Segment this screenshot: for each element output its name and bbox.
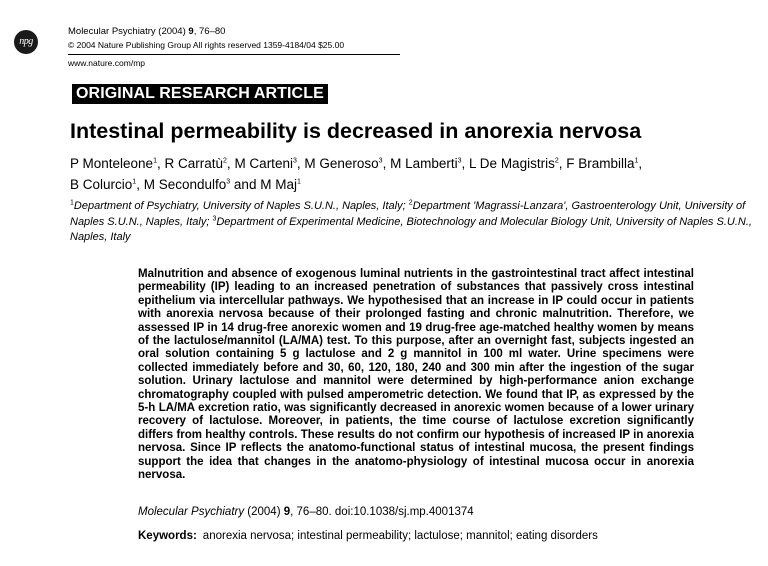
keywords (138, 529, 598, 543)
journal-name: Molecular Psychiatry (2004) (68, 26, 186, 37)
author: M Generoso$^3$ (304, 156, 383, 171)
article-title: Intestinal permeability is decreased in anorexia nervosa (70, 119, 642, 143)
author-list: P Monteleone$^1$, R Carratù$^2$, M Carteni$^3$, M Generoso$^3$, M Lamberti$^3$, L De Magistris$^2$, F Brambilla$^1$, B Colurcio$^1$, M Secondulfo$^3$ and M Maj$^1$ (70, 156, 643, 192)
author: M Maj$^1$ (260, 177, 301, 192)
citation-journal: Molecular Psychiatry (138, 506, 245, 518)
keywords-text: anorexia nervosa; intestinal permeability; lactulose; mannitol; eating disorders (202, 530, 598, 542)
citation-doi[interactable]: , 76–80. doi:10.1038/sj.mp.4001374 (290, 506, 474, 518)
affiliation: Department of Psychiatry, University of Naples S.U.N., Naples, Italy; (73, 200, 409, 212)
citation-volume: 9 (283, 506, 291, 518)
journal-volume: 9 (188, 26, 194, 37)
affiliations: $^1$Department of Psychiatry, University of Naples S.U.N., Naples, Italy; $^2$Department 'Magrassi-Lanzara', Gastroenterology Unit, University of Naples S.U.N., Naples, Italy; $^3$Department of Experimental Medicine, Biotechnology and Molecular Biology Unit, University of Naples S.U.N., Naples, Italy (70, 199, 752, 243)
author: M Secondulfo$^3$ (143, 177, 231, 192)
author: M Carteni$^3$ (234, 156, 297, 171)
journal-url[interactable]: www.nature.com/mp (68, 58, 145, 68)
author: R Carratù$^2$ (164, 156, 227, 171)
author: F Brambilla$^1$ (566, 156, 639, 171)
citation (138, 505, 474, 519)
author: L De Magistris$^2$ (469, 156, 559, 171)
journal-reference (68, 25, 225, 38)
abstract: Malnutrition and absence of exogenous luminal nutrients in the gastrointestinal tract affect intestinal permeability (IP) leading to an increased penetration of substances that passively cross intestinal epithelium via intercellular pathways. We hypothesised that an increase in IP could occur in patients with anorexia nervosa because of their prolonged fasting and chronic malnutrition. Therefore, we assessed IP in 14 drug-free anorexic women and 19 drug-free age-matched healthy women by means of the lactulose/mannitol (LA/MA) test. To this purpose, after an overnight fast, subjects ingested an oral solution containing 5 g lactulose and 2 g mannitol in 100 ml water. Urine specimens were collected immediately before and 30, 60, 120, 180, 240 and 300 min after the ingestion of the sugar solution. Urinary lactulose and mannitol were determined by high-performance anion exchange chromatography coupled with pulsed amperometric detection. We found that IP, as expressed by the 5-h LA/MA excretion ratio, was significantly decreased in anorexic women because of a lower urinary recovery of lactulose. Moreover, in patients, the time course of lactulose excretion significantly differs from healthy controls. These results do not confirm our hypothesis of increased IP in anorexia nervosa. Since IP reflects the anatomo-functional status of intestinal mucosa, the present findings support the idea that changes in the anatomo-physiology of intestinal mucosa occur in anorexia nervosa. (138, 268, 694, 482)
author: B Colurcio$^1$ (70, 177, 137, 192)
keywords-label: Keywords: (138, 530, 197, 542)
author: P Monteleone$^1$ (70, 156, 157, 171)
header-divider (68, 54, 400, 55)
article-type-badge: ORIGINAL RESEARCH ARTICLE (72, 84, 328, 104)
author: M Lamberti$^3$ (390, 156, 462, 171)
affiliation: Department of Experimental Medicine, Biotechnology and Molecular Biology Unit, University of Naples S.U.N., Naples, Italy (70, 215, 752, 243)
journal-pages: , 76–80 (193, 26, 226, 37)
npg-logo: npg (14, 30, 38, 54)
copyright-line: © 2004 Nature Publishing Group All rights reserved 1359-4184/04 $25.00 (68, 40, 345, 50)
citation-year: (2004) (244, 506, 284, 518)
affiliation: Department 'Magrassi-Lanzara', Gastroenterology Unit, University of Naples S.U.N., Naples, Italy; (70, 200, 746, 228)
